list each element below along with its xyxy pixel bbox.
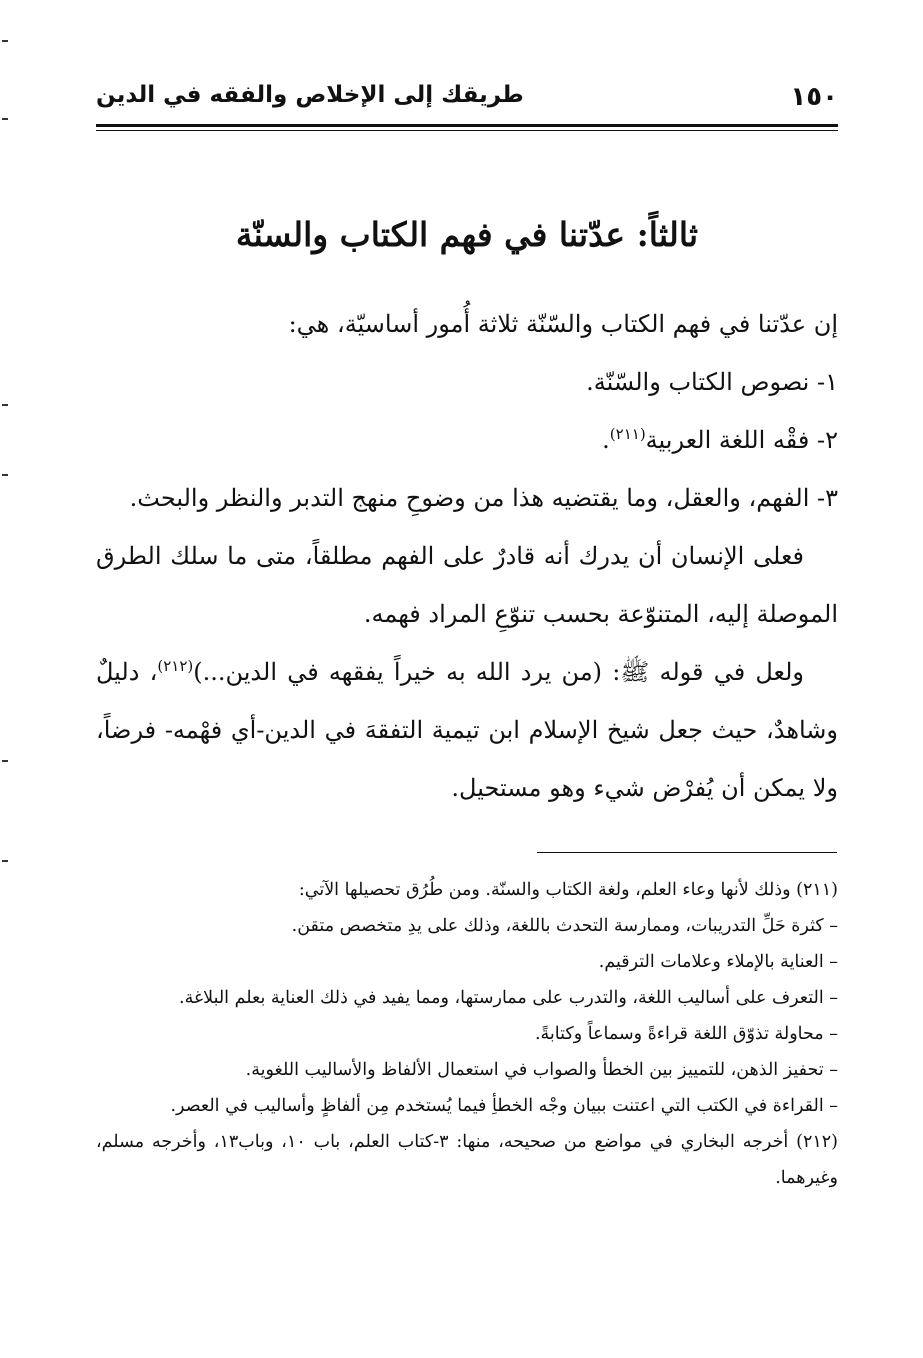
paragraph-2-quote: ولعل في قوله ﷺ: (من يرد الله به خيراً يفقهه في الدين...) [193,658,804,686]
footnote-211-item: – تحفيز الذهن، للتمييز بين الخطأ والصواب في استعمال الألفاظ والأساليب اللغوية. [245,1060,838,1080]
running-title: طريقك إلى الإخلاص والفقه في الدين [96,82,524,108]
page-number: ١٥٠ [790,82,838,112]
footnote-divider [537,852,837,853]
scan-mark [2,40,8,42]
page-header [96,80,838,120]
footnotes [96,872,838,1196]
scan-mark [2,474,8,476]
footnote-212: (٢١٢) أخرجه البخاري في مواضع من صحيحه، منها: ٣-كتاب العلم، باب ١٠، وباب١٣، وأخرجه مسلم، وغيرهما. [96,1132,838,1188]
paragraph-2-rest: ، دليلٌ وشاهدٌ، حيث جعل شيخ الإسلام ابن تيمية التفقهَ في الدين-أي فهْمه- فرضاً، ولا يمكن أن يُفرْض شيء وهو مستحيل. [96,658,838,802]
footnote-211: (٢١١) وذلك لأنها وعاء العلم، ولغة الكتاب والسنّة. ومن طُرُق تحصيلها الآتي: [298,880,838,900]
scan-mark [2,404,8,406]
intro-paragraph: إن عدّتنا في فهم الكتاب والسّنّة ثلاثة أُمور أساسيّة، هي: [288,310,838,338]
paragraph-2 [96,643,838,817]
footnote-211-item: – التعرف على أساليب اللغة، والتدرب على ممارستها، ومما يفيد في ذلك العناية بعلم البلاغة. [179,988,838,1008]
paragraph-1: فعلى الإنسان أن يدرك أنه قادرٌ على الفهم مطلقاً، متى ما سلك الطرق الموصلة إليه، المتنوّعة بحسب تنوّعِ المراد فهمه. [96,542,838,628]
list-item-1: ١- نصوص الكتاب والسّنّة. [586,368,838,396]
scan-mark [2,860,8,862]
footnote-ref-212[interactable]: (٢١٢) [157,657,194,675]
header-rule-thin [96,130,838,131]
section-title: ثالثاً: عدّتنا في فهم الكتاب والسنّة [235,215,699,254]
list-item-3: ٣- الفهم، والعقل، وما يقتضيه هذا من وضوحِ منهج التدبر والنظر والبحث. [129,484,838,512]
list-item-2 [96,411,838,469]
scan-mark [2,118,8,120]
header-rule [96,124,838,127]
list-item-2-end: . [602,426,610,454]
footnote-211-item: – محاولة تذوّق اللغة قراءةً وسماعاً وكتابةً. [534,1024,838,1044]
list-item-2-text: ٢- فقْه اللغة العربية [645,426,838,454]
footnote-211-item: – كثرة حَلِّ التدريبات، وممارسة التحدث باللغة، وذلك على يدِ متخصص متقن. [291,916,838,936]
footnote-211-item: – القراءة في الكتب التي اعتنت ببيان وجْه الخطأِ فيما يُستخدم مِن ألفاظٍ وأساليب في العصر. [170,1096,838,1116]
body-text [96,295,838,817]
footnote-211-item: – العناية بالإملاء وعلامات الترقيم. [598,952,838,972]
footnote-ref-211[interactable]: (٢١١) [609,425,646,443]
scan-mark [2,760,8,762]
